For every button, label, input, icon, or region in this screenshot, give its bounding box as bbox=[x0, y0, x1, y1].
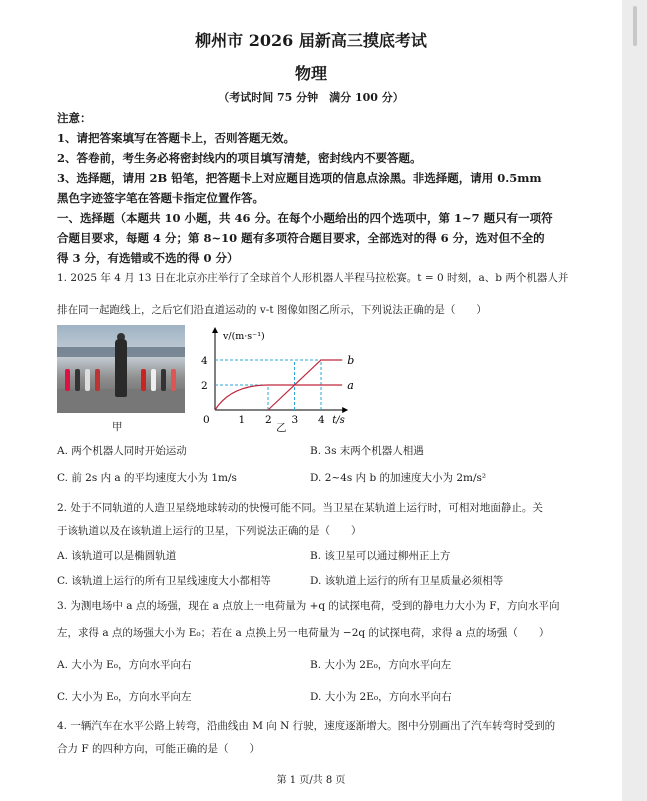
y-tick-label: 2 bbox=[201, 380, 208, 392]
series-b-label: b bbox=[347, 354, 355, 367]
x-tick-label: 0 bbox=[203, 414, 210, 426]
option-b: B. 大小为 2E₀，方向水平向左 bbox=[310, 659, 452, 671]
notes-heading: 注意： bbox=[57, 111, 92, 125]
x-tick-label: 3 bbox=[291, 414, 299, 426]
question-2-text: 2. 处于不同轨道的人造卫星绕地球转动的快慢可能不同。当卫星在某轨道上运行时，可相对地面静止。关 bbox=[57, 502, 543, 514]
scrollbar-thumb[interactable] bbox=[633, 6, 637, 46]
y-axis-label: v/(m·s⁻¹) bbox=[223, 331, 265, 342]
note-item: 3、选择题，请用 2B 铅笔，把答题卡上对应题目选项的信息点涂黑。非选择题，请用 0.5mm bbox=[57, 171, 542, 185]
option-c: C. 前 2s 内 a 的平均速度大小为 1m/s bbox=[57, 472, 237, 484]
series-a-line bbox=[215, 385, 342, 410]
figure-a-caption: 甲 bbox=[112, 421, 123, 433]
question-3-text: 左，求得 a 点的场强大小为 E₀；若在 a 点换上另一电荷量为 −2q 的试探电荷，求得 a 点的场强（ ） bbox=[57, 627, 550, 639]
figure-b-caption: 乙 bbox=[276, 422, 287, 434]
section-instructions-line: 一、选择题（本题共 10 小题，共 46 分。在每个小题给出的四个选项中，第 1~7 题只有一项符 bbox=[57, 211, 553, 225]
question-1-text: 1. 2025 年 4 月 13 日在北京亦庄举行了全球首个人形机器人半程马拉松赛。t = 0 时刻，a、b 两个机器人并 bbox=[57, 272, 569, 284]
option-d: D. 2~4s 内 b 的加速度大小为 2m/s² bbox=[310, 472, 487, 484]
question-4-text: 合力 F 的四种方向，可能正确的是（ ） bbox=[57, 743, 260, 755]
x-tick-label: 2 bbox=[265, 414, 272, 426]
option-b: B. 该卫星可以通过柳州正上方 bbox=[310, 550, 451, 562]
x-axis-arrow bbox=[342, 407, 348, 413]
y-tick-label: 4 bbox=[201, 355, 208, 367]
vt-graph bbox=[195, 322, 385, 432]
exam-title: 柳州市 2026 届新高三摸底考试 bbox=[195, 31, 427, 50]
note-item: 1、请把答案填写在答题卡上，否则答题无效。 bbox=[57, 131, 295, 145]
series-a-label: a bbox=[347, 379, 354, 392]
y-axis-arrow bbox=[212, 327, 218, 333]
note-item: 黑色字迹签字笔在答题卡指定位置作答。 bbox=[57, 191, 264, 205]
option-d: D. 该轨道上运行的所有卫星质量必须相等 bbox=[310, 575, 504, 587]
option-d: D. 大小为 2E₀，方向水平向右 bbox=[310, 691, 452, 703]
option-b: B. 3s 末两个机器人相遇 bbox=[310, 445, 424, 457]
option-a: A. 大小为 E₀，方向水平向右 bbox=[57, 659, 192, 671]
question-2-text: 于该轨道以及在该轨道上运行的卫星，下列说法正确的是（ ） bbox=[57, 525, 362, 537]
subject-title: 物理 bbox=[294, 64, 327, 83]
question-1-text: 排在同一起跑线上，之后它们沿直道运动的 v-t 图像如图乙所示，下列说法正确的是（ ） bbox=[57, 304, 487, 316]
x-axis-label: t/s bbox=[332, 415, 345, 426]
page-footer: 第 1 页/共 8 页 bbox=[276, 775, 346, 786]
option-a: A. 该轨道可以是椭圆轨道 bbox=[57, 550, 177, 562]
x-tick-label: 4 bbox=[318, 414, 325, 426]
exam-info: （考试时间 75 分钟 满分 100 分） bbox=[218, 91, 404, 104]
option-a: A. 两个机器人同时开始运动 bbox=[57, 445, 187, 457]
option-c: C. 该轨道上运行的所有卫星线速度大小都相等 bbox=[57, 575, 271, 587]
x-tick-label: 1 bbox=[238, 414, 246, 426]
note-item: 2、答卷前，考生务必将密封线内的项目填写清楚，密封线内不要答题。 bbox=[57, 151, 422, 165]
section-instructions-line: 合题目要求，每题 4 分；第 8~10 题有多项符合题目要求，全部选对的得 6 分，选对但不全的 bbox=[57, 231, 545, 245]
robot-marathon-photo bbox=[57, 325, 185, 413]
section-instructions-line: 得 3 分，有选错或不选的得 0 分） bbox=[57, 251, 239, 265]
option-c: C. 大小为 E₀，方向水平向左 bbox=[57, 691, 192, 703]
question-4-text: 4. 一辆汽车在水平公路上转弯，沿曲线由 M 向 N 行驶，速度逐渐增大。图中分别画出了汽车转弯时受到的 bbox=[57, 720, 556, 732]
vertical-scrollbar[interactable] bbox=[622, 0, 647, 801]
question-3-text: 3. 为测电场中 a 点的场强，现在 a 点放上一电荷量为 +q 的试探电荷，受到的静电力大小为 F，方向水平向 bbox=[57, 600, 560, 612]
